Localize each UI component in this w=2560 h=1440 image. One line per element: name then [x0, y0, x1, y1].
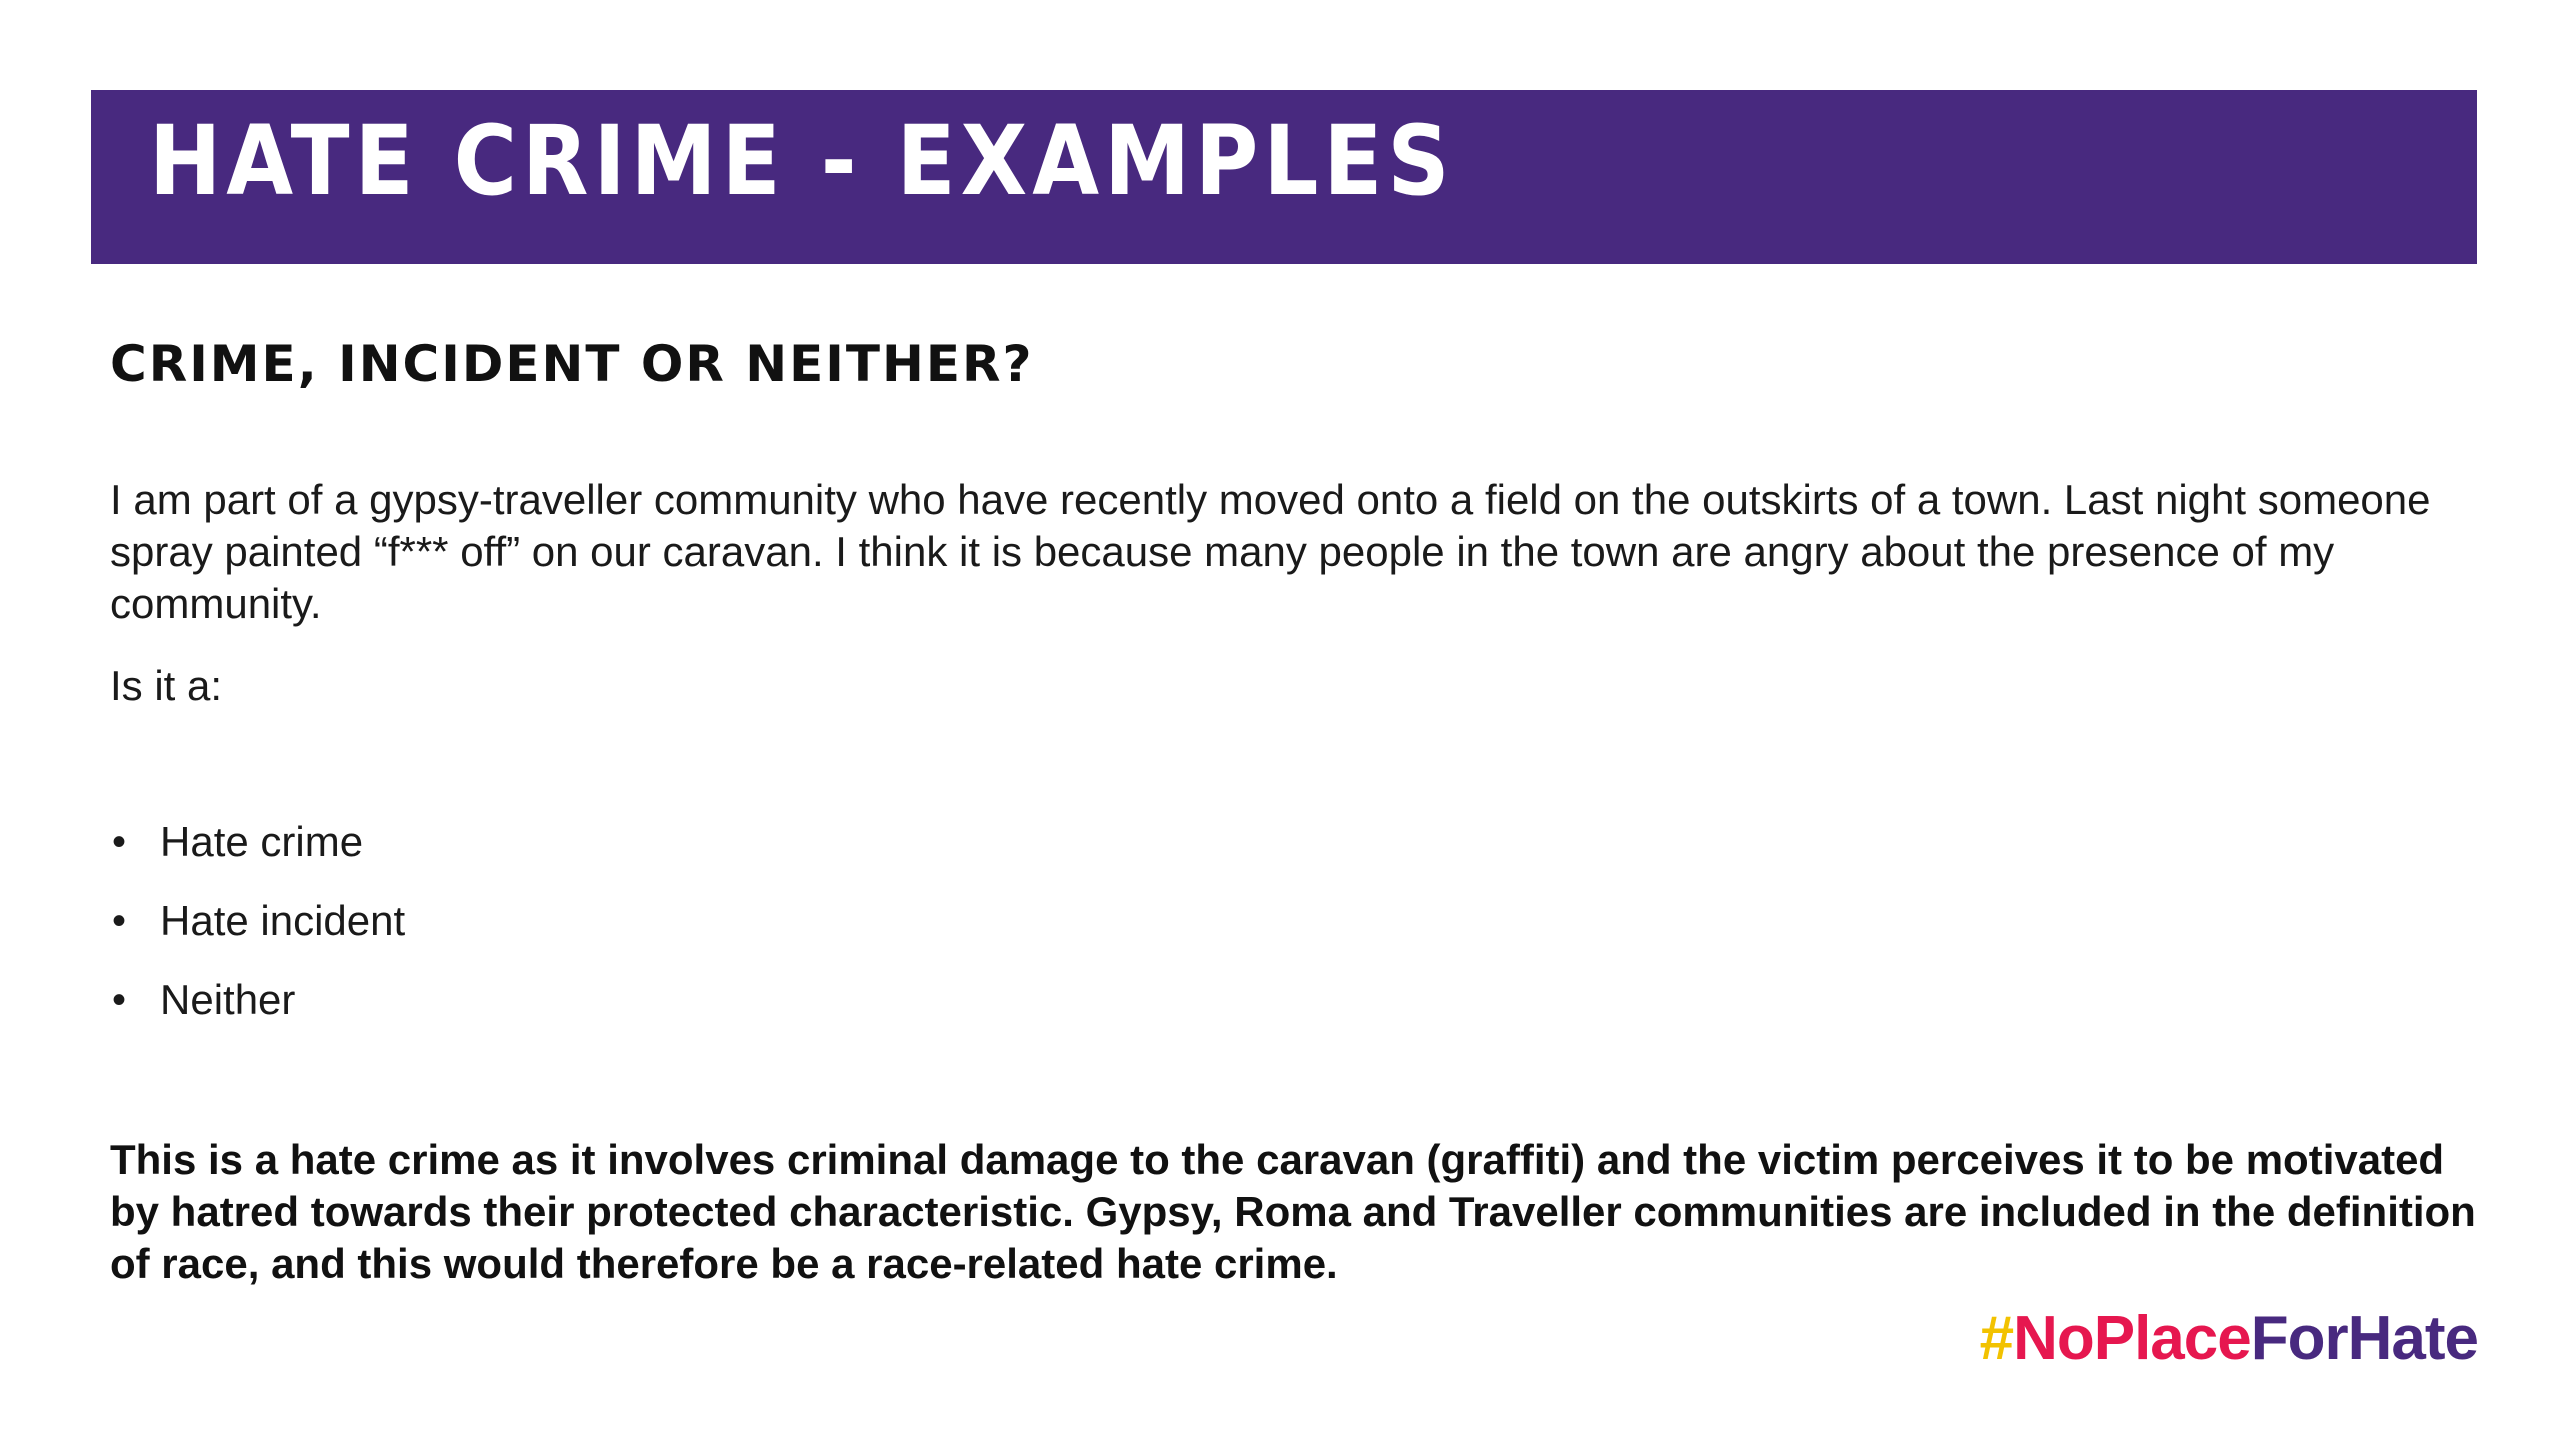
hashtag-logo: [1980, 1305, 2478, 1373]
hashtag-forhate: ForHate: [2250, 1304, 2478, 1373]
hashtag-noplace: NoPlace: [2013, 1304, 2251, 1373]
option-label: Neither: [160, 976, 296, 1023]
option-label: Hate incident: [160, 897, 406, 944]
option-item: [110, 895, 405, 947]
scenario-text: I am part of a gypsy-traveller community who have recently moved onto a field on the outskirts of a town. Last night someone spray painted “f*** off” on our caravan. I think it is because many people in the town are angry about the presence of my community.: [110, 476, 2431, 627]
slide-title: HATE CRIME - EXAMPLES: [149, 105, 1455, 217]
option-item: [110, 816, 405, 868]
bullet-icon: •: [112, 899, 127, 943]
title-bar: [91, 90, 2477, 264]
bullet-icon: •: [112, 820, 127, 864]
slide-subtitle: CRIME, INCIDENT OR NEITHER?: [110, 335, 1034, 393]
hashtag-hash: #: [1979, 1304, 2014, 1373]
question-text: Is it a:: [110, 662, 223, 709]
option-item: [110, 974, 405, 1026]
bullet-icon: •: [112, 978, 127, 1022]
option-label: Hate crime: [160, 818, 364, 865]
answer-text: This is a hate crime as it involves criminal damage to the caravan (graffiti) and the victim perceives it to be motivated by hatred towards their protected characteristic. Gypsy, Roma and Traveller communities are included in the definition of race, and this would therefore be a race-related hate crime.: [110, 1136, 2476, 1287]
options-list: [110, 816, 405, 1053]
